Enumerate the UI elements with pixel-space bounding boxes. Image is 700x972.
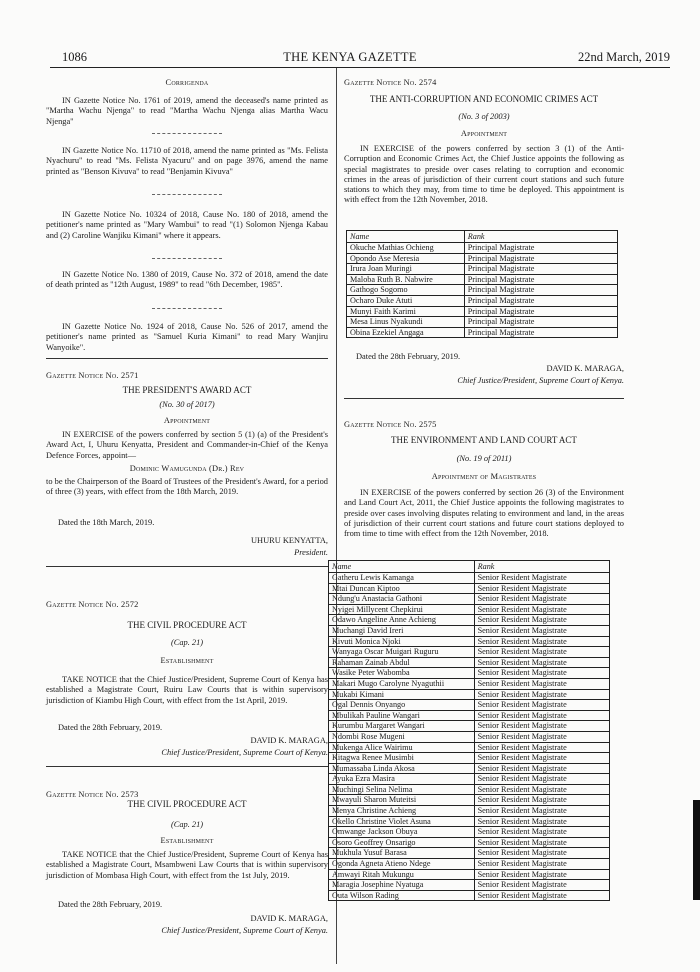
magistrate-rank: Senior Resident Magistrate — [474, 848, 609, 859]
signatory-title: Chief Justice/President, Supreme Court of Kenya. — [161, 926, 328, 935]
magistrate-name: Odawo Angeline Anne Achieng — [329, 615, 475, 626]
magistrate-rank: Senior Resident Magistrate — [474, 573, 609, 584]
magistrate-name: Opondo Ase Meresia — [347, 253, 465, 264]
table-row — [329, 583, 610, 594]
act-title: THE ENVIRONMENT AND LAND COURT ACT — [391, 435, 577, 445]
table-row — [347, 317, 618, 328]
magistrate-name: Mbulikah Pauline Wangari — [329, 710, 475, 721]
magistrates-table — [346, 230, 618, 338]
section-rule — [46, 566, 328, 567]
table-row — [329, 604, 610, 615]
act-title: THE CIVIL PROCEDURE ACT — [127, 799, 247, 809]
table-row — [329, 859, 610, 870]
magistrate-rank: Senior Resident Magistrate — [474, 678, 609, 689]
magistrate-rank: Senior Resident Magistrate — [474, 604, 609, 615]
notice-subheading: Establishment — [160, 836, 214, 845]
notice-body: IN EXERCISE of the powers conferred by section 5 (1) (a) of the President's Award Act, I, Uhuru Kenyatta, President and Commander-in-Chief of the Kenya Defence Forces, appoint— — [46, 430, 328, 460]
notice-subheading: Establishment — [160, 656, 214, 665]
magistrate-rank: Senior Resident Magistrate — [474, 742, 609, 753]
table-row — [329, 647, 610, 658]
corrigendum-1: IN Gazette Notice No. 1761 of 2019, amend the deceased's name printed as "Martha Wachu Njenga" to read "Martha Wachu Njenga alias Martha Wacu Njenga" — [46, 96, 328, 126]
magistrate-name: Menya Christine Achieng — [329, 806, 475, 817]
table-row — [329, 742, 610, 753]
corrigendum-4: IN Gazette Notice No. 1380 of 2019, Cause No. 372 of 2018, amend the date of death printed as "12th August, 1989" to read "6th December, 1985". — [46, 270, 328, 290]
table-header-cell: Name — [329, 561, 475, 573]
act-title: THE CIVIL PROCEDURE ACT — [127, 620, 247, 630]
table-row — [347, 253, 618, 264]
magistrate-name: Muchangi David Ireri — [329, 625, 475, 636]
separator — [152, 258, 222, 259]
magistrate-rank: Senior Resident Magistrate — [474, 647, 609, 658]
magistrate-name: Irura Joan Muringi — [347, 264, 465, 275]
magistrate-name: Amwayi Ritah Mukungu — [329, 869, 475, 880]
magistrate-rank: Senior Resident Magistrate — [474, 594, 609, 605]
magistrate-name: Mukenga Alice Wairimu — [329, 742, 475, 753]
magistrate-rank: Senior Resident Magistrate — [474, 753, 609, 764]
magistrate-rank: Senior Resident Magistrate — [474, 880, 609, 891]
table-row — [347, 306, 618, 317]
dated-line: Dated the 18th March, 2019. — [58, 518, 155, 527]
act-citation: (No. 3 of 2003) — [458, 112, 510, 121]
magistrate-rank: Senior Resident Magistrate — [474, 774, 609, 785]
signatory-title: Chief Justice/President, Supreme Court of Kenya. — [161, 748, 328, 757]
magistrate-name: Osoro Geoffrey Onsarigo — [329, 837, 475, 848]
corrigendum-5: IN Gazette Notice No. 1924 of 2018, Cause No. 526 of 2017, amend the petitioner's name printed as "Samuel Kuria Kimani" to read Mary Wanjiru Wanyoike". — [46, 322, 328, 352]
table-row — [329, 700, 610, 711]
section-rule — [46, 766, 328, 767]
separator — [152, 133, 222, 134]
publication-title: THE KENYA GAZETTE — [283, 50, 417, 64]
magistrate-name: Okello Christine Violet Asuna — [329, 816, 475, 827]
table-row — [329, 753, 610, 764]
table-header-row — [347, 231, 618, 243]
signatory-name: DAVID K. MARAGA, — [546, 364, 624, 373]
magistrate-rank: Senior Resident Magistrate — [474, 721, 609, 732]
notice-number: Gazette Notice No. 2571 — [46, 371, 139, 380]
magistrate-name: Gatheru Lewis Kamanga — [329, 573, 475, 584]
magistrate-name: Mesa Linus Nyakundi — [347, 317, 465, 328]
notice-body-continued: to be the Chairperson of the Board of Trustees of the President's Award, for a period of three (3) years, with effect from the 18th March, 2019. — [46, 477, 328, 497]
magistrate-rank: Senior Resident Magistrate — [474, 816, 609, 827]
notice-body: IN EXERCISE of the powers conferred by section 26 (3) of the Environment and Land Court Act, 2011, the Chief Justice appoints the following magistrates to preside over cases involving disputes relating to environment and land, in the areas of jurisdiction of their current court stations and future court stations deployed to from time to time with effect from the 12th November, 2018. — [344, 488, 624, 539]
magistrate-name: Maragia Josephine Nyatuga — [329, 880, 475, 891]
signatory-title: Chief Justice/President, Supreme Court of Kenya. — [457, 376, 624, 385]
magistrate-name: Munyi Faith Karimi — [347, 306, 465, 317]
magistrate-name: Omwange Jackson Obuya — [329, 827, 475, 838]
magistrate-rank: Principal Magistrate — [464, 253, 617, 264]
table-row — [347, 274, 618, 285]
magistrate-name: Ndombi Rose Mugeni — [329, 731, 475, 742]
notice-subheading: Appointment of Magistrates — [431, 472, 537, 481]
separator — [152, 308, 222, 309]
table-row — [329, 880, 610, 891]
section-rule — [46, 358, 328, 359]
magistrate-rank: Senior Resident Magistrate — [474, 827, 609, 838]
magistrate-rank: Senior Resident Magistrate — [474, 689, 609, 700]
table-row — [329, 668, 610, 679]
table-row — [347, 243, 618, 254]
magistrate-rank: Senior Resident Magistrate — [474, 890, 609, 901]
magistrate-name: Okuche Mathias Ochieng — [347, 243, 465, 254]
magistrate-name: Maloba Ruth B. Nabwire — [347, 274, 465, 285]
table-row — [329, 784, 610, 795]
magistrate-name: Ogal Dennis Onyango — [329, 700, 475, 711]
table-row — [347, 327, 618, 338]
magistrate-rank: Principal Magistrate — [464, 295, 617, 306]
table-row — [329, 636, 610, 647]
notice-subheading: Appointment — [460, 129, 508, 138]
corrigendum-2: IN Gazette Notice No. 11710 of 2018, amend the name printed as "Ms. Felista Nyachuru" to read "Ms. Felista Nyacuru" and on page 3976, amend the name printed as "Benson Kivuva" to read "Benjamin Kivuva" — [46, 146, 328, 176]
magistrate-rank: Senior Resident Magistrate — [474, 583, 609, 594]
magistrate-rank: Principal Magistrate — [464, 285, 617, 296]
header-rule — [50, 67, 670, 68]
magistrates-table — [328, 560, 610, 901]
magistrate-rank: Senior Resident Magistrate — [474, 795, 609, 806]
table-header-cell: Rank — [474, 561, 609, 573]
act-title: THE PRESIDENT'S AWARD ACT — [122, 385, 252, 395]
signatory-name: DAVID K. MARAGA, — [250, 736, 328, 745]
table-row — [347, 264, 618, 275]
table-row — [347, 285, 618, 296]
magistrate-name: Rahaman Zainab Abdul — [329, 657, 475, 668]
notice-number: Gazette Notice No. 2572 — [46, 600, 139, 609]
table-row — [329, 689, 610, 700]
magistrate-name: Outa Wilson Rading — [329, 890, 475, 901]
magistrate-rank: Senior Resident Magistrate — [474, 710, 609, 721]
table-row — [329, 890, 610, 901]
table-row — [329, 710, 610, 721]
signatory-name: UHURU KENYATTA, — [250, 536, 328, 545]
corrigendum-3: IN Gazette Notice No. 10324 of 2018, Cause No. 180 of 2018, amend the petitioner's name printed as "Mary Wambui" to read "(1) Solomon Njenga Kabau and (2) Caroline Wanjiku Kimani" where it appears. — [46, 210, 328, 240]
magistrate-name: Nyigei Millycent Chepkirui — [329, 604, 475, 615]
table-row — [347, 295, 618, 306]
notice-body: TAKE NOTICE that the Chief Justice/President, Supreme Court of Kenya has established a Magistrate Court, Ruiru Law Courts that is within supervisory jurisdiction of Kiambu High Court, with effect from the 1st April, 2019. — [46, 675, 328, 705]
table-row — [329, 816, 610, 827]
magistrate-name: Ocharo Duke Atuti — [347, 295, 465, 306]
magistrate-rank: Senior Resident Magistrate — [474, 615, 609, 626]
act-citation: (No. 30 of 2017) — [159, 400, 215, 409]
magistrate-name: Gathogo Sogomo — [347, 285, 465, 296]
magistrate-rank: Principal Magistrate — [464, 264, 617, 275]
table-row — [329, 869, 610, 880]
notice-subheading: Appointment — [163, 416, 211, 425]
act-citation: (Cap. 21) — [170, 820, 204, 829]
table-row — [329, 721, 610, 732]
table-row — [329, 731, 610, 742]
magistrate-name: Kurumbu Margaret Wangari — [329, 721, 475, 732]
magistrate-name: Kivuti Monica Njoki — [329, 636, 475, 647]
magistrate-rank: Senior Resident Magistrate — [474, 657, 609, 668]
table-header-cell: Rank — [464, 231, 617, 243]
magistrate-rank: Senior Resident Magistrate — [474, 625, 609, 636]
separator — [152, 194, 222, 195]
magistrate-name: Ayuka Ezra Masira — [329, 774, 475, 785]
table-row — [329, 795, 610, 806]
magistrate-rank: Principal Magistrate — [464, 306, 617, 317]
table-header-row — [329, 561, 610, 573]
table-row — [329, 837, 610, 848]
magistrate-rank: Senior Resident Magistrate — [474, 837, 609, 848]
page-edge-shadow — [693, 800, 700, 900]
dated-line: Dated the 28th February, 2019. — [58, 723, 163, 732]
magistrate-rank: Principal Magistrate — [464, 243, 617, 254]
act-title: THE ANTI-CORRUPTION AND ECONOMIC CRIMES ACT — [369, 94, 599, 104]
page-number: 1086 — [62, 50, 87, 64]
magistrate-name: Ogonda Agneta Atieno Ndege — [329, 859, 475, 870]
magistrate-name: Mukabi Kimani — [329, 689, 475, 700]
table-row — [329, 763, 610, 774]
notice-number: Gazette Notice No. 2573 — [46, 790, 139, 799]
section-rule — [344, 398, 624, 399]
table-row — [329, 615, 610, 626]
magistrate-name: Mumassaba Linda Akosa — [329, 763, 475, 774]
table-row — [329, 594, 610, 605]
table-row — [329, 848, 610, 859]
dated-line: Dated the 28th February, 2019. — [356, 352, 461, 361]
notice-body: TAKE NOTICE that the Chief Justice/President, Supreme Court of Kenya has established a Magistrate Court, Msambweni Law Courts that is within supervisory jurisdiction of Mombasa High Court, with effect from the 1st July, 2019. — [46, 850, 328, 880]
magistrate-name: Mukhula Yusuf Barasa — [329, 848, 475, 859]
appointee-name: Dominic Wamugunda (Dr.) Rev — [129, 464, 245, 473]
notice-number: Gazette Notice No. 2575 — [344, 420, 437, 429]
table-row — [329, 573, 610, 584]
notice-number: Gazette Notice No. 2574 — [344, 78, 437, 87]
magistrate-rank: Principal Magistrate — [464, 274, 617, 285]
magistrate-name: Obina Ezekiel Angaga — [347, 327, 465, 338]
magistrate-name: Kitagwa Renee Musimbi — [329, 753, 475, 764]
table-row — [329, 806, 610, 817]
table-row — [329, 625, 610, 636]
table-row — [329, 827, 610, 838]
signatory-title: President. — [294, 548, 328, 557]
magistrate-name: Muchingi Selina Nelima — [329, 784, 475, 795]
magistrate-name: Ndung'u Anastacia Gathoni — [329, 594, 475, 605]
magistrate-name: Makari Mugo Carolyne Nyaguthii — [329, 678, 475, 689]
magistrate-rank: Senior Resident Magistrate — [474, 784, 609, 795]
table-header-cell: Name — [347, 231, 465, 243]
table-row — [329, 657, 610, 668]
table-row — [329, 774, 610, 785]
dated-line: Dated the 28th February, 2019. — [58, 900, 163, 909]
magistrate-rank: Senior Resident Magistrate — [474, 763, 609, 774]
magistrate-rank: Senior Resident Magistrate — [474, 636, 609, 647]
magistrate-name: Wasike Peter Wabomba — [329, 668, 475, 679]
magistrate-name: Wanyaga Oscar Muigari Ruguru — [329, 647, 475, 658]
magistrate-name: Mwayuli Sharon Muteitsi — [329, 795, 475, 806]
magistrate-rank: Senior Resident Magistrate — [474, 806, 609, 817]
magistrate-rank: Senior Resident Magistrate — [474, 869, 609, 880]
notice-body: IN EXERCISE of the powers conferred by section 3 (1) of the Anti-Corruption and Economic Crimes Act, the Chief Justice appoints the following as special magistrates to preside over cases relating to corruption and economic crimes in the areas of jurisdiction of their current court stations and such future stations to which they may, from time to time be deployed. This appointment is with effect from the 12th November, 2018. — [344, 144, 624, 205]
act-citation: (Cap. 21) — [170, 638, 204, 647]
magistrate-name: Mtai Duncan Kiptoo — [329, 583, 475, 594]
magistrate-rank: Senior Resident Magistrate — [474, 859, 609, 870]
magistrate-rank: Senior Resident Magistrate — [474, 668, 609, 679]
issue-date: 22nd March, 2019 — [578, 50, 670, 64]
act-citation: (No. 19 of 2011) — [456, 454, 512, 463]
magistrate-rank: Senior Resident Magistrate — [474, 731, 609, 742]
signatory-name: DAVID K. MARAGA, — [250, 914, 328, 923]
corrigenda-heading: Corrigenda — [165, 78, 209, 87]
table-row — [329, 678, 610, 689]
magistrate-rank: Senior Resident Magistrate — [474, 700, 609, 711]
page-header — [30, 48, 670, 66]
magistrate-rank: Principal Magistrate — [464, 327, 617, 338]
magistrate-rank: Principal Magistrate — [464, 317, 617, 328]
